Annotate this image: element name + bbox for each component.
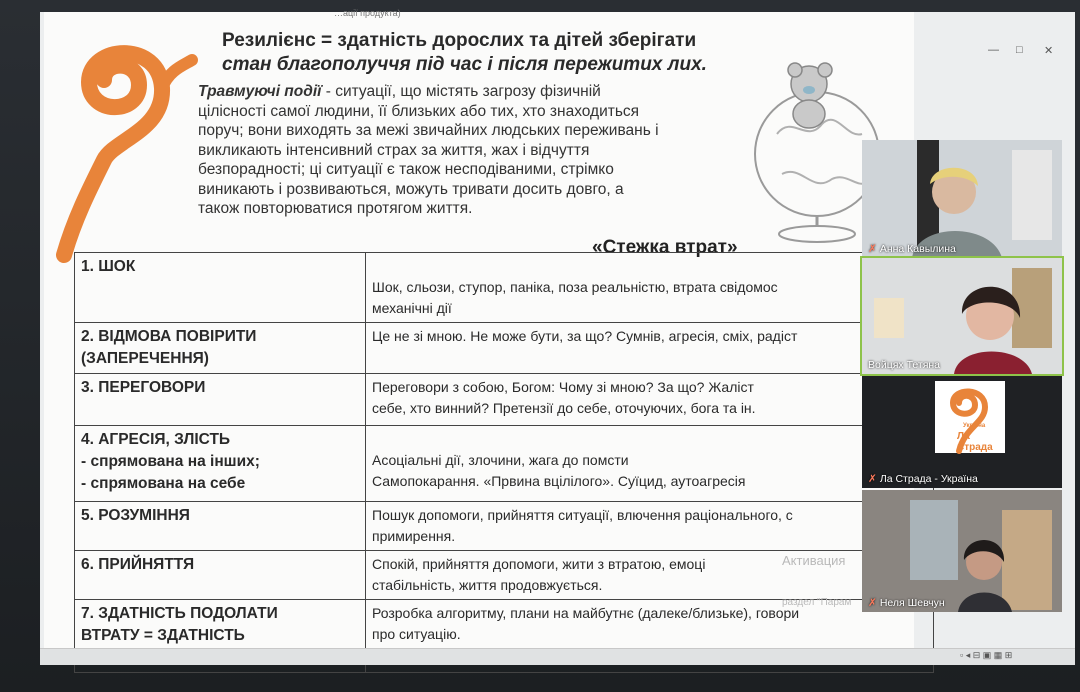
close-icon[interactable]: ✕ xyxy=(1044,45,1054,57)
definition-term: Травмуючі події xyxy=(198,83,322,100)
stage-cell: 2. ВІДМОВА ПОВІРИТИ (ЗАПЕРЕЧЕННЯ) xyxy=(75,323,366,374)
participant-tile[interactable] xyxy=(862,140,1062,258)
table-row xyxy=(75,323,934,374)
description-cell: Переговори з собою, Богом: Чому зі мною? За що? Жаліст себе, хто винний? Претензії до себе, оточуючих, бога та ін. xyxy=(366,374,934,426)
participant-video xyxy=(862,258,1062,374)
description-cell: Пошук допомоги, прийняття ситуації, влючення раціонального, с примирення. xyxy=(366,502,934,551)
definition-line: також повторюватися протягом життя. xyxy=(198,200,473,217)
minimize-icon[interactable]: — xyxy=(988,44,999,56)
stage-cell: 6. ПРИЙНЯТТЯ xyxy=(75,551,366,600)
table-row xyxy=(75,374,934,426)
mic-muted-icon: ✗ xyxy=(868,597,877,609)
definition-line: - ситуації, що містять загрозу фізичній xyxy=(321,83,601,100)
participant-name: Ла Страда - Україна xyxy=(879,473,978,485)
mic-muted-icon: ✗ xyxy=(868,243,877,255)
mic-muted-icon: ✗ xyxy=(868,473,877,485)
description-cell: Спокій, прийняття допомоги, жити з втратою, емоці стабільність, життя продовжується. xyxy=(366,551,934,600)
logo-caption-top: Україна xyxy=(963,423,986,429)
tray-icons: ▫ ◂ ⊟ ▣ ▦ ⊞ xyxy=(960,650,1013,660)
description-cell: Розробка алгоритму, плани на майбутнє (далеке/близьке), говори про ситуацію. xyxy=(366,600,934,673)
description-cell: Асоціальні дії, злочини, жага до помсти Самопокарання. «Првина вцілілого». Суїцид, аутоагресія xyxy=(366,426,934,502)
participant-tile-active-speaker[interactable] xyxy=(862,258,1062,374)
description-cell: Це не зі мною. Не може бути, за що? Сумнів, агресія, сміх, радіст xyxy=(366,323,934,374)
participant-name: Неля Шевчун xyxy=(879,597,945,609)
participant-name: Анна Кавылина xyxy=(879,243,956,255)
description-cell: Шок, сльози, ступор, паніка, поза реальністю, втрата свідомос механічні дії xyxy=(366,253,934,323)
table-row xyxy=(75,502,934,551)
participant-video xyxy=(862,140,1062,258)
la-strada-avatar xyxy=(935,381,1005,453)
definition-line: цілісності самої людини, її близьких або тих, хто знаходиться xyxy=(198,102,640,120)
stage-cell: 4. АГРЕСІЯ, ЗЛІСТЬ - спрямована на інших; - спрямована на себе xyxy=(75,426,366,502)
la-strada-spiral-logo xyxy=(44,30,194,260)
grief-stages-table xyxy=(74,252,934,673)
definition-line: поруч; вони виходять за межі звичайних людських переживань і xyxy=(198,122,659,139)
definition-paragraph xyxy=(198,82,758,219)
participant-tile[interactable] xyxy=(862,490,1062,612)
windows-activation-hint: раздел "Парам xyxy=(782,597,852,608)
stage-cell: 7. ЗДАТНІСТЬ ПОДОЛАТИ ВТРАТУ = ЗДАТНІСТЬ xyxy=(75,600,366,673)
table-title: «Стежка втрат» xyxy=(592,237,738,258)
participants-panel xyxy=(862,140,1068,620)
participant-name: Войцях Тетяна xyxy=(868,359,941,371)
stage-cell: 1. ШОК xyxy=(75,253,366,323)
stage-cell: 5. РОЗУМІННЯ xyxy=(75,502,366,551)
table-row xyxy=(75,426,934,502)
slide-top-crumb: …ації продукта) xyxy=(334,8,401,18)
maximize-icon[interactable]: □ xyxy=(1016,44,1023,56)
table-row xyxy=(75,253,934,323)
taskbar-strip xyxy=(40,648,1075,665)
windows-activation-watermark: Активация xyxy=(782,553,846,568)
definition-line: виникають і розвиваються, можуть тривати досить довго, а xyxy=(198,180,624,198)
slide-title-line-1: Резилієнс = здатність дорослих та дітей зберігати xyxy=(222,30,697,51)
logo-caption-bottom: Ла Страда xyxy=(957,431,993,453)
participant-video xyxy=(862,490,1062,612)
stage-cell: 3. ПЕРЕГОВОРИ xyxy=(75,374,366,426)
definition-line: безпорадності; ці ситуації є також несподіваними, стрімко xyxy=(198,161,614,178)
slide-title-line-2: стан благополуччя під час і після пережитих лих. xyxy=(222,54,707,75)
definition-line: викликають інтенсивний страх за життя, жах і відчуття xyxy=(198,141,590,159)
participant-tile[interactable] xyxy=(862,376,1062,488)
